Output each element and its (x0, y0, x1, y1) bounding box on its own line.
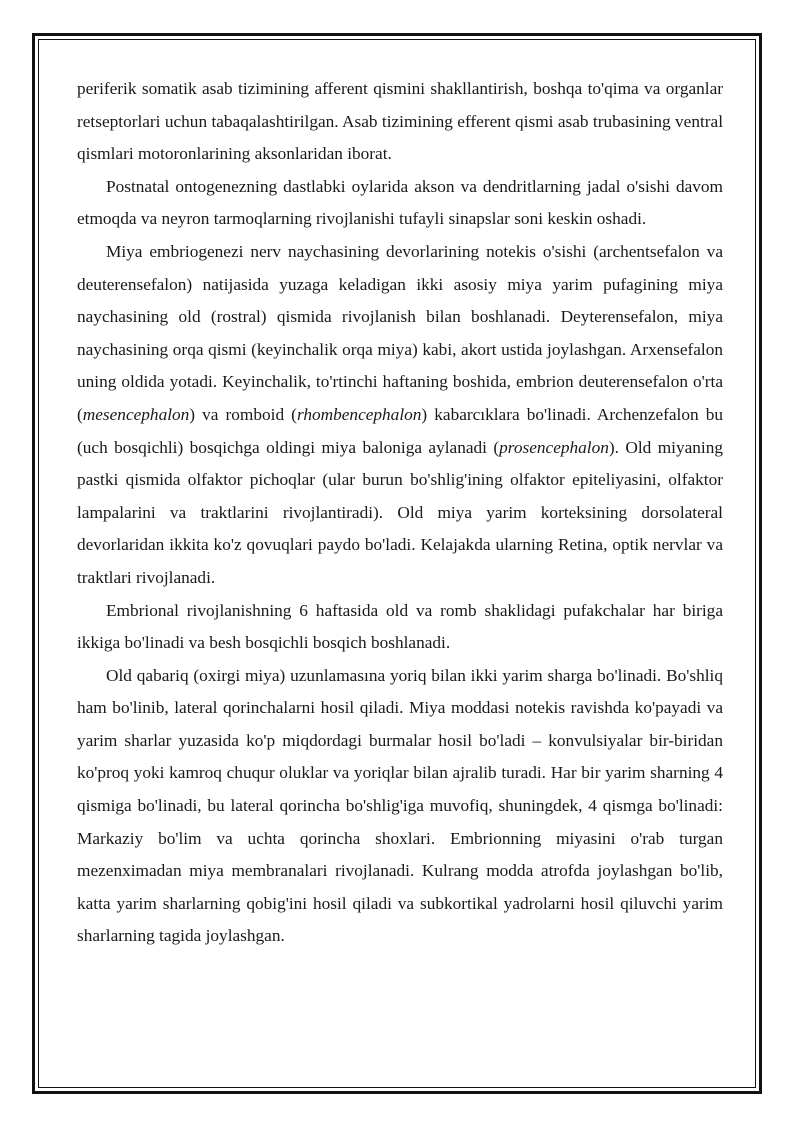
paragraph-text: Old qabariq (oxirgi miya) uzunlamasına yoriq bilan ikki yarim sharga bo'linadi. Bo'shliq ham bo'linib, lateral qorinchalarni hosil qiladi. Miya moddasi notekis ravishda ko'payadi va yarim sharlar yuzasida ko'p miqdordagi burmalar hosil bo'ladi – konvulsiyalar bir-biridan ko'proq yoki kamroq chuqur oluklar va yoriqlar bilan ajralib turadi. Har bir yarim sharning 4 qismiga bo'linadi, bu lateral qorincha bo'shlig'iga muvofiq, shuningdek, 4 qismga bo'linadi: Markaziy bo'lim va uchta qorincha shoxlari. Embrionning miyasini o'rab turgan mezenximadan miya membranalari rivojlanadi. Kulrang modda atrofda joylashgan bo'lib, katta yarim sharlarning qobig'ini hosil qiladi va subkortikal yadrolarni hosil qiluvchi yarim sharlarning tagida joylashgan. (77, 665, 723, 946)
document-body (77, 73, 723, 953)
paragraph-5 (77, 660, 723, 953)
paragraph-3 (77, 236, 723, 595)
paragraph-4 (77, 595, 723, 660)
paragraph-text: periferik somatik asab tizimining afferent qismini shakllantirish, boshqa to'qima va organlar retseptorlari uchun tabaqalashtirilgan. Asab tizimining efferent qismi asab trubasining ventral qismlari motoronlarining aksonlaridan iborat. (77, 79, 723, 164)
paragraph-text: Postnatal ontogenezning dastlabki oylarida akson va dendritlarning jadal o'sishi davom etmoqda va neyron tarmoqlarning rivojlanishi tufayli sinapslar soni keskin oshadi. (77, 176, 723, 229)
italic-term-mesencephalon: mesencephalon (82, 404, 190, 424)
paragraph-text: ). Old miyaning pastki qismida olfaktor pichoqlar (ular burun bo'shlig'ining olfaktor epiteliyasini, olfaktor lampalarini va traktlarini rivojlantiradi). Old miya yarim korteksining dorsolateral devorlaridan ikkita ko'z qovuqlari paydo bo'ladi. Kelajakda ularning Retina, optik nervlar va traktlari rivojlanadi. (77, 437, 723, 587)
italic-term-rhombencephalon: rhombencephalon (296, 404, 422, 424)
paragraph-2 (77, 171, 723, 236)
paragraph-1 (77, 73, 723, 171)
paragraph-text: ) va romboid ( (189, 404, 297, 424)
paragraph-text: Embrional rivojlanishning 6 haftasida old va romb shaklidagi pufakchalar har biriga ikkiga bo'linadi va besh bosqichli bosqich boshlanadi. (77, 600, 723, 653)
italic-term-prosencephalon: prosencephalon (499, 437, 609, 457)
paragraph-text: ) kabarcıklara bo'linadi. Archenzefalon bu (uch bosqichli) bosqichga oldingi miya baloniga aylanadi ( (77, 404, 723, 457)
paragraph-text: Miya embriogenezi nerv naychasining devorlarining notekis o'sishi (archentsefalon va deuterensefalon) natijasida yuzaga keladigan ikki asosiy miya yarim pufagining miya naychasining old (rostral) qismida rivojlanish bilan boshlanadi. Deyterensefalon, miya naychasining orqa qismi (keyinchalik orqa miya) kabi, akort ustida joylashgan. Arxensefalon uning oldida yotadi. Keyinchalik, to'rtinchi haftaning boshida, embrion deuterensefalon o'rta ( (77, 241, 723, 424)
